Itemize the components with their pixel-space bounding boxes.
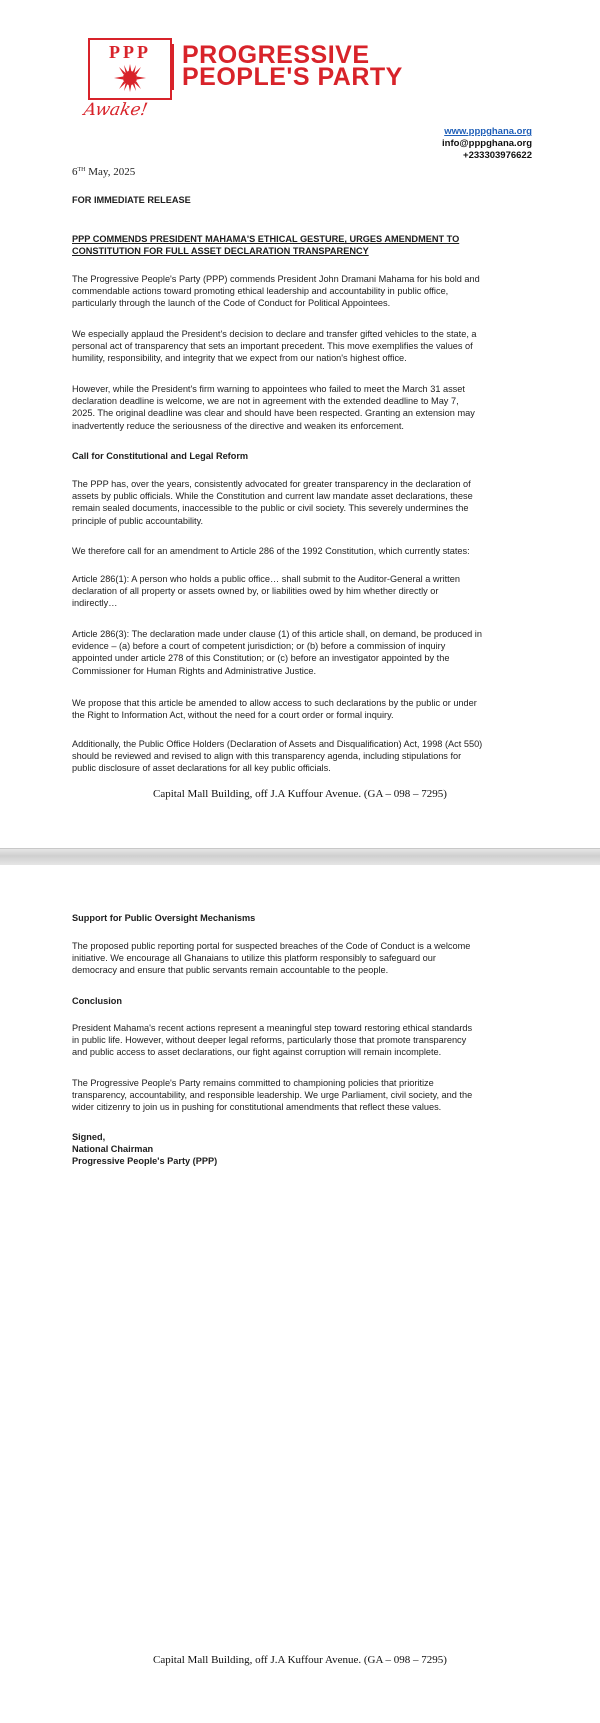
contact-block — [442, 126, 532, 162]
paragraph — [72, 328, 534, 365]
paragraph-line: assets by public officials. While the Constitution and current law mandate asset declarations, these — [72, 491, 473, 502]
phone-number: +233303976622 — [463, 150, 532, 161]
paragraph-line: Article 286(3): The declaration made under clause (1) of this article shall, on demand, be produced in — [72, 629, 482, 639]
page-footer: Capital Mall Building, off J.A Kuffour Avenue. (GA – 098 – 7295) — [153, 1654, 447, 1666]
paragraph-line: The PPP has, over the years, consistently advocated for greater transparency in the declaration of — [72, 479, 471, 489]
paragraph-line: declaration of all property or assets owned by, or liabilities owed by him whether directly or — [72, 586, 439, 597]
paragraph-line: public disclosure of asset declarations for all key public officials. — [72, 763, 331, 774]
paragraph-line: We therefore call for an amendment to Article 286 of the 1992 Constitution, which currently states: — [72, 546, 470, 556]
party-logo — [88, 38, 172, 100]
headline: PPP COMMENDS PRESIDENT MAHAMA'S ETHICAL GESTURE, URGES AMENDMENT TO CONSTITUTION FOR FULL ASSET DECLARATION TRANSPARENCY — [72, 234, 460, 257]
letterhead-divider — [172, 44, 174, 90]
paragraph-line: Additionally, the Public Office Holders (Declaration of Assets and Disqualification) Act, 1998 (Act 550) — [72, 739, 483, 749]
paragraph-line: The Progressive People's Party remains committed to championing policies that prioritize — [72, 1078, 434, 1088]
document-page-2 — [0, 865, 600, 1723]
release-date: 6TH May, 2025 — [72, 166, 136, 178]
signatory-organization: Progressive People's Party (PPP) — [72, 1156, 218, 1167]
paragraph-line: evidence – (a) before a court of competent jurisdiction; or (b) before a commission of inquiry — [72, 641, 446, 652]
paragraph-line: initiative. We encourage all Ghanaians to utilize this platform responsibly to safeguard our — [72, 953, 436, 964]
website-link[interactable]: www.pppghana.org — [444, 126, 532, 137]
paragraph-line: appointed under article 278 of this Constitution; or (c) before an investigator appointed by the — [72, 653, 450, 664]
signature-block — [72, 1131, 534, 1168]
paragraph-line: remain sealed documents, inaccessible to the public or civil society. This severely undermines the — [72, 503, 469, 514]
paragraph-line: wider citizenry to join us in pushing for constitutional amendments that reflect these values. — [72, 1102, 442, 1113]
paragraph-line: However, while the President's firm warning to appointees who failed to meet the March 31 asset — [72, 384, 465, 394]
paragraph — [72, 1022, 534, 1059]
paragraph-line: 2025. The original deadline was clear and should have been respected. Granting an extension may — [72, 408, 475, 419]
paragraph-line: humility, responsibility, and integrity that we expect from our nation's highest office. — [72, 353, 407, 364]
paragraph — [72, 478, 534, 527]
paragraph-line: Article 286(1): A person who holds a public office… shall submit to the Auditor-General a written — [72, 574, 460, 584]
logo-slogan: Awake! — [82, 100, 150, 120]
paragraph-line: personal act of transparency that sets an important precedent. This move exemplifies the values of — [72, 341, 473, 352]
section-heading: Support for Public Oversight Mechanisms — [72, 913, 256, 923]
section-heading: Conclusion — [72, 996, 123, 1006]
paragraph-line: particularly through the launch of the Code of Conduct for Political Appointees. — [72, 298, 391, 309]
release-label: FOR IMMEDIATE RELEASE — [72, 195, 191, 205]
paragraph — [72, 273, 534, 310]
paragraph — [72, 738, 534, 775]
paragraph-line: We especially applaud the President's decision to declare and transfer gifted vehicles to the state, a — [72, 329, 477, 339]
paragraph-line: The proposed public reporting portal for suspected breaches of the Code of Conduct is a welcome — [72, 941, 471, 951]
paragraph-line: President Mahama's recent actions represent a meaningful step toward restoring ethical standards — [72, 1023, 473, 1033]
paragraph-line: indirectly… — [72, 598, 118, 609]
paragraph-line: commendable actions toward promoting ethical leadership and accountability in public office, — [72, 286, 449, 297]
paragraph-line: in public life. However, without deeper legal reforms, particularly those that promote transparency — [72, 1035, 467, 1046]
paragraph-line: The Progressive People's Party (PPP) commends President John Dramani Mahama for his bold and — [72, 274, 480, 284]
paragraph — [72, 940, 534, 977]
signed-label: Signed, — [72, 1132, 106, 1142]
paragraph-line: transparency, accountability, and responsible leadership. We urge Parliament, civil society, and the — [72, 1090, 473, 1101]
party-name — [182, 41, 403, 91]
document-page-1 — [0, 0, 600, 850]
paragraph-line: We propose that this article be amended to allow access to such declarations by the public or under — [72, 698, 477, 708]
signatory-title: National Chairman — [72, 1144, 154, 1155]
paragraph — [72, 697, 534, 721]
paragraph — [72, 1077, 534, 1114]
paragraph — [72, 628, 534, 677]
paragraph-line: declaration deadline is welcome, we are not in agreement with the extended deadline to May 7, — [72, 396, 459, 407]
paragraph-line: inadvertently reduce the seriousness of the directive and weaken its enforcement. — [72, 420, 404, 431]
section-heading: Call for Constitutional and Legal Reform — [72, 451, 249, 461]
paragraph — [72, 573, 534, 610]
email-address: info@pppghana.org — [442, 138, 532, 149]
paragraph — [72, 383, 534, 432]
party-name-line-1: PROGRESSIVE — [182, 41, 370, 69]
party-name-line-2: PEOPLE'S PARTY — [182, 63, 403, 91]
paragraph-line: principle of public accountability. — [72, 515, 204, 526]
paragraph-line: democracy and ensure that public servants remain accountable to the people. — [72, 965, 389, 976]
paragraph-line: should be reviewed and revised to align with this transparency agenda, including stipulations for — [72, 751, 462, 762]
logo-text: PPP — [109, 42, 151, 62]
paragraph-line: and public access to asset declarations, our fight against corruption will remain incomplete. — [72, 1047, 442, 1058]
paragraph — [72, 545, 534, 557]
sun-emblem-icon — [113, 63, 147, 93]
paragraph-line: the Right to Information Act, without the need for a court order or formal inquiry. — [72, 710, 394, 721]
paragraph-line: Commissioner for Human Rights and Administrative Justice. — [72, 665, 317, 676]
page-footer: Capital Mall Building, off J.A Kuffour Avenue. (GA – 098 – 7295) — [153, 788, 447, 800]
